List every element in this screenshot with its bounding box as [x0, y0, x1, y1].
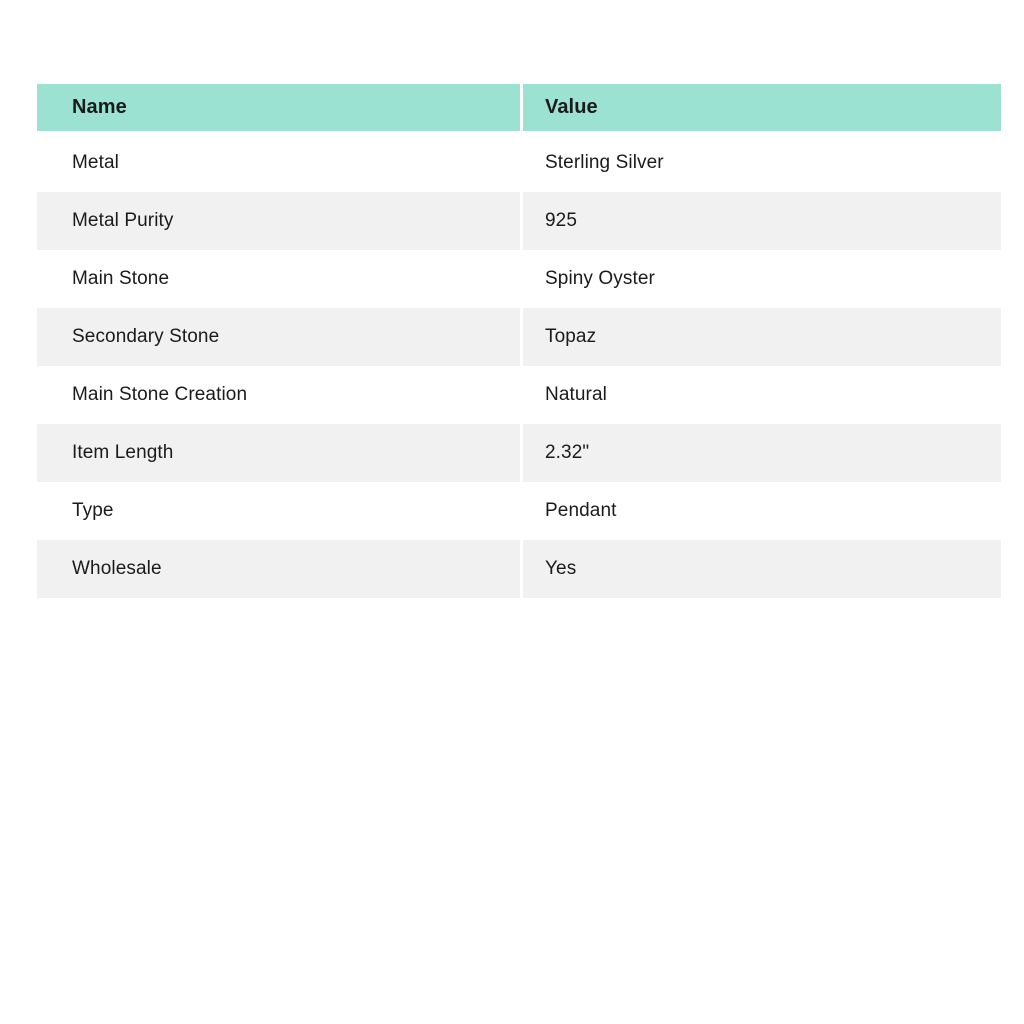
- row-value-cell: Sterling Silver: [545, 152, 664, 173]
- row-name-cell: Wholesale: [37, 540, 523, 598]
- row-value-cell: Yes: [523, 540, 1001, 598]
- column-header-name: Name: [37, 84, 523, 134]
- row-value-cell: 925: [523, 192, 1001, 250]
- table-row: [37, 192, 1001, 250]
- row-value-cell: 2.32": [523, 424, 1001, 482]
- row-value-cell: Pendant: [545, 500, 617, 521]
- table-row: [37, 366, 1001, 424]
- table-header-row: [37, 84, 1001, 134]
- product-spec-table: [37, 84, 1001, 598]
- row-name-cell: Type: [37, 482, 523, 540]
- table-row: [37, 424, 1001, 482]
- table-row: [37, 250, 1001, 308]
- row-value-cell: Topaz: [523, 308, 1001, 366]
- row-value-cell: Natural: [545, 384, 607, 405]
- row-name-cell: Main Stone Creation: [37, 366, 523, 424]
- row-name-cell: Item Length: [37, 424, 523, 482]
- table-row: [37, 308, 1001, 366]
- row-name-cell: Metal: [37, 134, 523, 192]
- table-row: [37, 540, 1001, 598]
- table-row: [37, 134, 1001, 192]
- row-name-cell: Main Stone: [37, 250, 523, 308]
- row-name-cell: Metal Purity: [37, 192, 523, 250]
- row-value-cell: Spiny Oyster: [545, 268, 655, 289]
- table-row: [37, 482, 1001, 540]
- column-header-value: Value: [523, 84, 1001, 134]
- row-name-cell: Secondary Stone: [37, 308, 523, 366]
